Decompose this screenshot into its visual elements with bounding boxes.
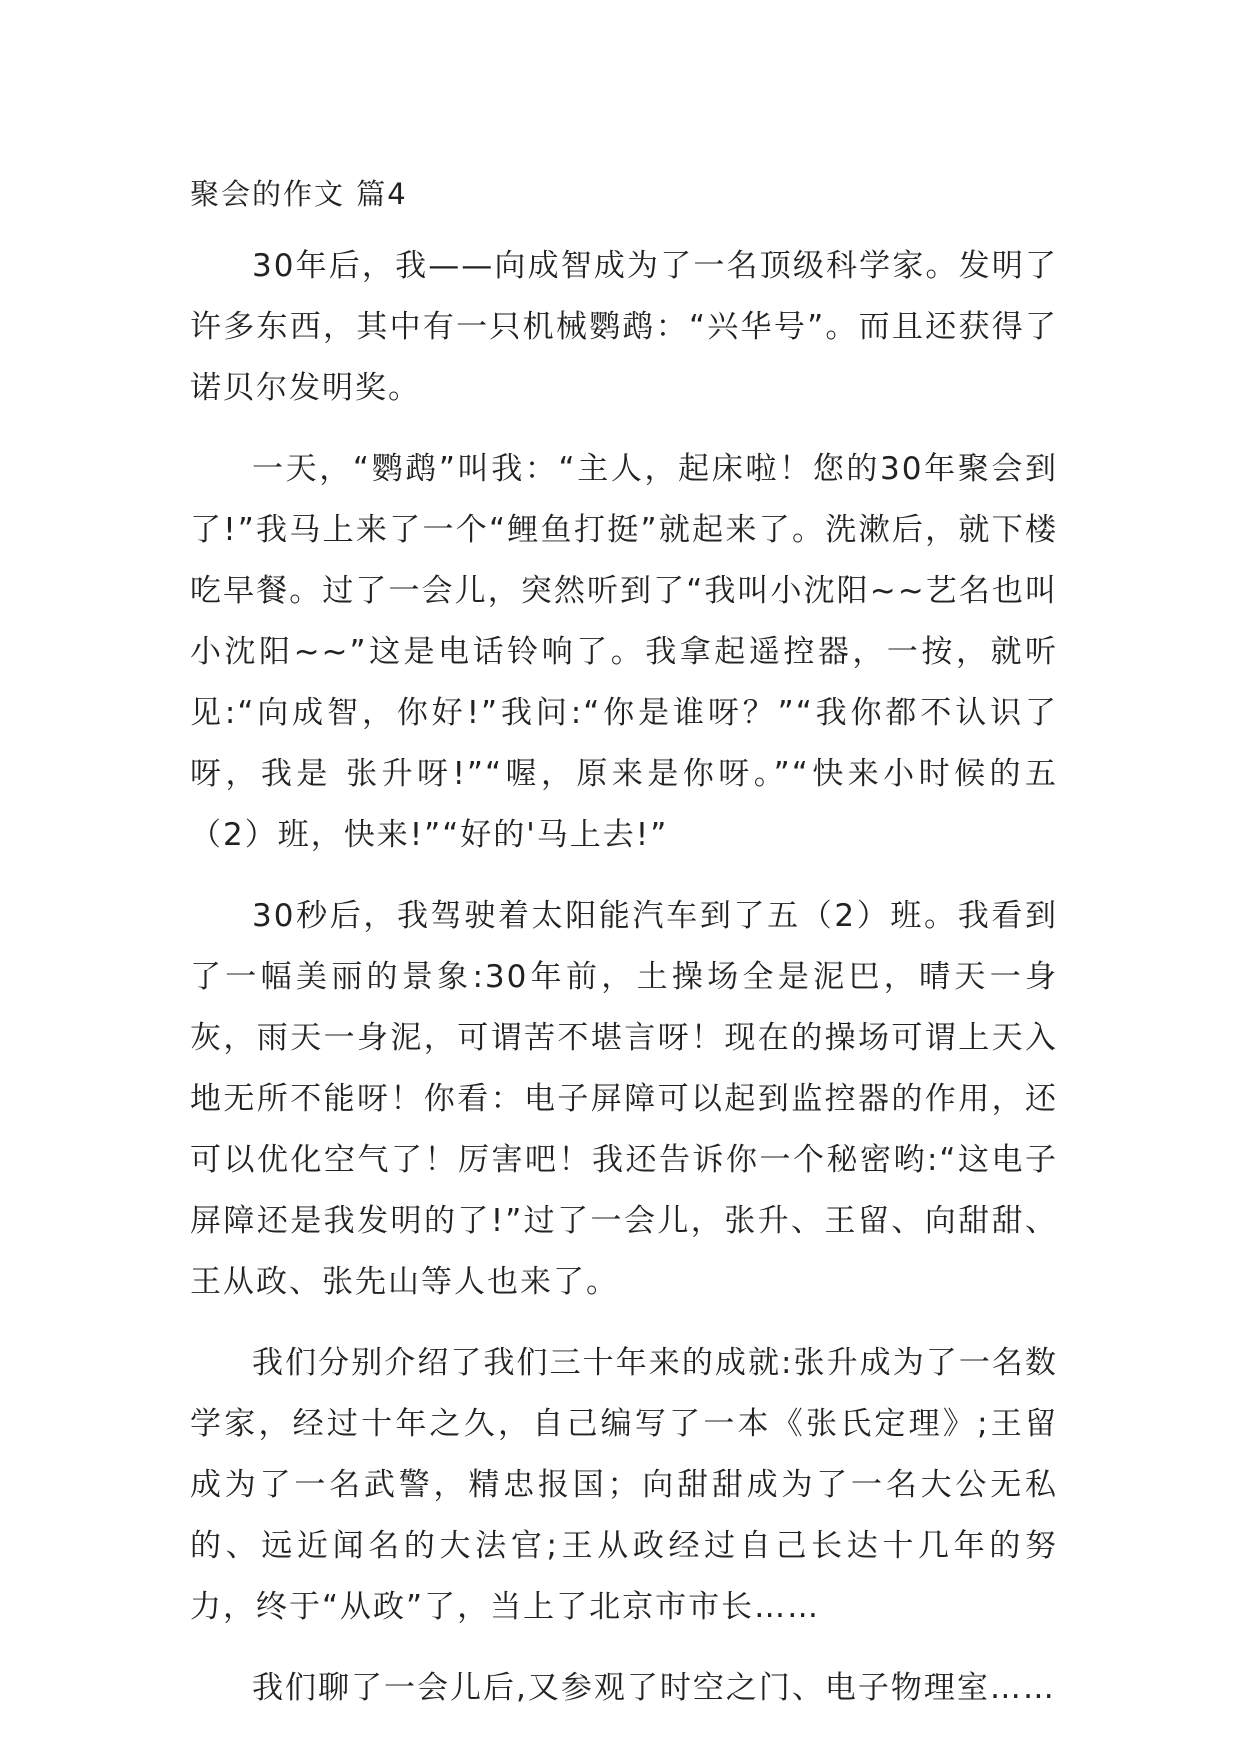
paragraph-2: 一天，“鹦鹉”叫我：“主人，起床啦！您的30年聚会到了!”我马上来了一个“鲤鱼打挺”就起来了。洗漱后，就下楼吃早餐。过了一会儿，突然听到了“我叫小沈阳~~艺名也叫小沈阳~~”这是电话铃响了。我拿起遥控器，一按，就听见:“向成智，你好!”我问:“你是谁呀？”“我你都不认识了呀，我是 张升呀!”“喔，原来是你呀。”“快来小时候的五（2）班，快来!”“好的'马上去!”: [190, 451, 1058, 853]
paragraph-4: 我们分别介绍了我们三十年来的成就:张升成为了一名数学家，经过十年之久，自己编写了一本《张氏定理》;王留成为了一名武警，精忠报国；向甜甜成为了一名大公无私的、远近闻名的大法官;王从政经过自己长达十几年的努力，终于“从政”了，当上了北京市市长……: [190, 1345, 1058, 1625]
article-body: [190, 168, 1058, 1719]
paragraph-3: 30秒后，我驾驶着太阳能汽车到了五（2）班。我看到了一幅美丽的景象:30年前，土操场全是泥巴，晴天一身灰，雨天一身泥，可谓苦不堪言呀！现在的操场可谓上天入地无所不能呀！你看：电子屏障可以起到监控器的作用，还可以优化空气了！厉害吧！我还告诉你一个秘密哟:“这电子屏障还是我发明的了!”过了一会儿，张升、王留、向甜甜、王从政、张先山等人也来了。: [190, 898, 1058, 1300]
paragraph-5: 我们聊了一会儿后,又参观了时空之门、电子物理室……: [252, 1670, 1056, 1706]
article-title: 聚会的作文 篇4: [190, 177, 408, 211]
paragraph-1: 30年后，我——向成智成为了一名顶级科学家。发明了许多东西，其中有一只机械鹦鹉：“兴华号”。而且还获得了诺贝尔发明奖。: [190, 248, 1058, 406]
